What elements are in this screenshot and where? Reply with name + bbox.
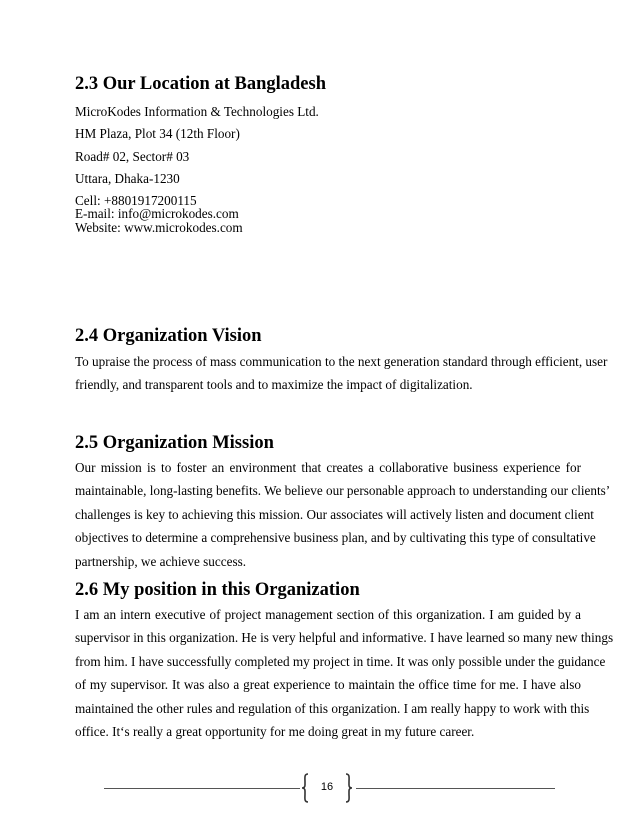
mission-line: partnership, we achieve success. (75, 553, 246, 569)
right-bracket-icon (344, 773, 354, 803)
vision-paragraph (75, 350, 608, 397)
mission-line: challenges is key to achieving this mission. Our associates will actively listen and document client (75, 506, 594, 522)
position-line: from him. I have successfully completed my project in time. It was only possible under the guidance (75, 653, 606, 669)
mission-line: Our mission is to foster an environment that creates a collaborative business experience for (75, 460, 581, 475)
page-number: 16 (320, 781, 334, 793)
contact-cell: Cell: +8801917200115 (75, 193, 197, 208)
position-line: maintained the other rules and regulation of this organization. I am really happy to work with this (75, 700, 590, 716)
mission-line: maintainable, long-lasting benefits. We believe our personable approach to understanding our clients’ (75, 483, 611, 499)
vision-line: friendly, and transparent tools and to maximize the impact of digitalization. (75, 377, 473, 393)
contact-email: E-mail: info@microkodes.com (75, 206, 239, 221)
footer-rule-right (356, 788, 555, 789)
contact-website: Website: www.microkodes.com (75, 220, 243, 235)
mission-heading: 2.5 Organization Mission (75, 433, 274, 453)
address-city: Uttara, Dhaka-1230 (75, 171, 180, 186)
location-heading: 2.3 Our Location at Bangladesh (75, 74, 326, 94)
position-line: of my supervisor. It was also a great experience to maintain the office time for me. I have also (75, 677, 581, 693)
position-line: supervisor in this organization. He is very helpful and informative. I have learned so many new things (75, 630, 614, 646)
position-line: office. It‘s really a great opportunity for me doing great in my future career. (75, 724, 475, 740)
position-line: I am an intern executive of project management section of this organization. I am guided by a (75, 607, 581, 622)
left-bracket-icon (300, 773, 310, 803)
address-company: MicroKodes Information & Technologies Ltd. (75, 104, 319, 119)
address-building: HM Plaza, Plot 34 (12th Floor) (75, 126, 240, 141)
mission-paragraph (75, 456, 611, 573)
vision-heading: 2.4 Organization Vision (75, 326, 262, 346)
vision-line: To upraise the process of mass communication to the next generation standard through efficient, user (75, 354, 608, 369)
position-heading: 2.6 My position in this Organization (75, 580, 360, 600)
footer-rule-left (104, 788, 300, 789)
mission-line: objectives to determine a comprehensive business plan, and by cultivating this type of consultative (75, 530, 596, 546)
position-paragraph (75, 603, 614, 743)
address-road: Road# 02, Sector# 03 (75, 149, 190, 164)
